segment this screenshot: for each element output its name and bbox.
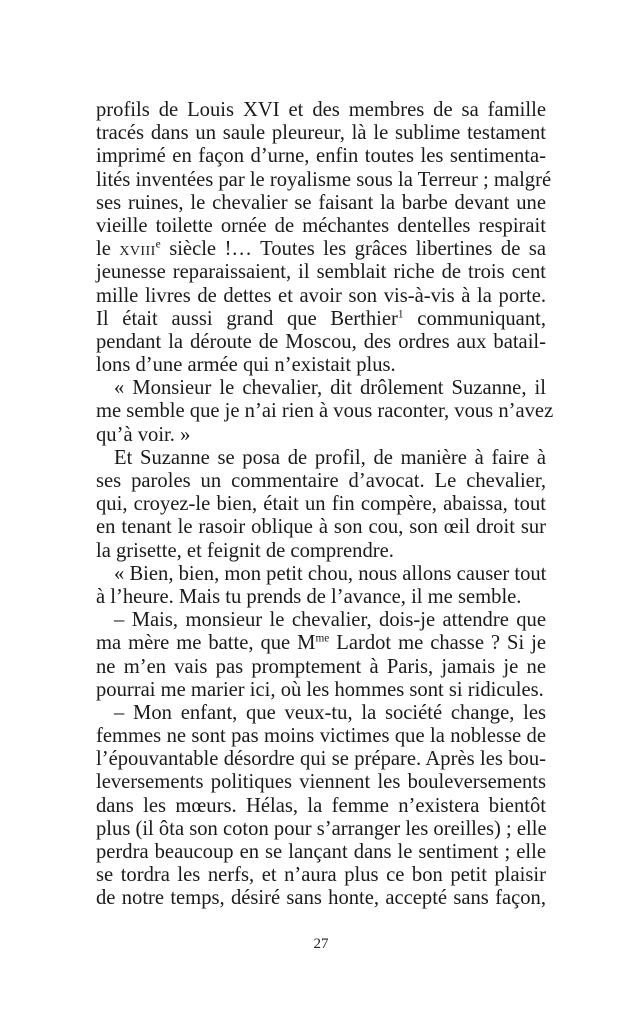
text-fragment: qu’à voir. » [96, 423, 191, 446]
text-fragment: la grisette, et feignit de comprendre. [96, 539, 394, 562]
text-fragment: – Mais, monsieur le chevalier, dois-je attendre que [114, 609, 546, 632]
text-line [96, 493, 546, 516]
text-line [96, 609, 546, 632]
text-line [96, 261, 546, 284]
text-line [96, 331, 546, 354]
text-fragment: profils de Louis XVI et des membres de sa famille [96, 99, 546, 121]
superscript: e [155, 238, 161, 251]
text-line [96, 771, 546, 794]
text-fragment: ses ruines, le chevalier se faisant la barbe devant une [96, 191, 546, 214]
text-line [96, 354, 546, 377]
superscript: me [315, 632, 330, 645]
text-fragment: pourrai me marier ici, où les hommes sont si ridicules. [96, 678, 544, 701]
text-fragment: « Bien, bien, mon petit chou, nous allons causer tout [114, 562, 547, 585]
text-line [96, 192, 546, 215]
text-line [96, 145, 546, 168]
text-fragment: jeunesse reparaissaient, il semblait riche de trois cent [96, 261, 546, 284]
text-fragment: lons d’une armée qui n’existait plus. [96, 354, 396, 377]
text-line [96, 632, 546, 655]
text-fragment: me semble que je n’ai rien à vous raconter, vous n’avez [96, 400, 554, 423]
text-fragment: xviii [119, 238, 156, 261]
text-line [96, 424, 546, 447]
text-fragment: « Monsieur le chevalier, dit drôlement Suzanne, il [114, 377, 546, 400]
text-line [96, 308, 546, 331]
text-fragment: siècle !… Toutes les grâces libertines de sa [160, 238, 546, 261]
text-line [96, 285, 546, 308]
text-line [96, 470, 546, 493]
text-fragment: communiquant, [403, 307, 546, 330]
text-fragment: femmes ne sont pas moins victimes que la noblesse de [96, 725, 546, 748]
text-fragment: ne m’en vais pas promptement à Paris, jamais je ne [96, 655, 546, 678]
text-fragment: lités inventées par le royalisme sous la Terreur ; malgré [96, 168, 552, 191]
text-fragment: vieille toilette ornée de méchantes dentelles respirait [96, 214, 546, 237]
text-line [96, 99, 546, 122]
text-fragment: Et Suzanne se posa de profil, de manière à faire à [114, 446, 546, 469]
text-line [96, 540, 546, 563]
text-line [96, 795, 546, 818]
text-line [96, 679, 546, 702]
text-fragment: perdra beaucoup en se lançant dans le sentiment ; elle [96, 841, 546, 863]
text-fragment: leversements politiques viennent les bouleversements [96, 771, 546, 794]
text-line [96, 887, 546, 910]
text-line [96, 447, 546, 470]
text-fragment: en tenant le rasoir oblique à son cou, son œil droit sur [96, 516, 546, 539]
text-fragment: Il était aussi grand que Berthier [96, 307, 398, 330]
superscript: 1 [397, 308, 404, 321]
text-line [96, 215, 546, 238]
text-line [96, 563, 546, 586]
text-line [96, 516, 546, 539]
text-fragment: de notre temps, désiré sans honte, accepté sans façon, [96, 887, 546, 910]
text-line [96, 656, 546, 679]
text-fragment: le [96, 238, 120, 261]
text-fragment: – Mon enfant, que veux-tu, la société change, les [114, 701, 546, 724]
text-fragment: pendant la déroute de Moscou, des ordres aux batail- [96, 330, 546, 353]
text-fragment: ma mère me batte, que M [96, 632, 316, 655]
text-fragment: se tordra les nerfs, et n’aura plus ce bon petit plaisir [96, 864, 546, 887]
text-line [96, 377, 546, 400]
text-fragment: plus (il ôta son coton pour s’arranger les oreilles) ; elle [96, 817, 547, 840]
text-line [96, 748, 546, 771]
text-line [96, 400, 554, 423]
text-line [96, 818, 546, 841]
text-line [96, 122, 546, 145]
text-line [96, 702, 546, 725]
text-line [96, 586, 546, 609]
text-fragment: ses paroles un commentaire d’avocat. Le chevalier, [96, 470, 546, 492]
text-fragment: l’épouvantable désordre qui se prépare. Après les bou- [96, 748, 546, 771]
text-fragment: mille livres de dettes et avoir son vis-à-vis à la porte. [96, 284, 546, 307]
text-line [96, 841, 546, 864]
text-fragment: à l’heure. Mais tu prends de l’avance, il me semble. [96, 585, 522, 608]
page-number: 27 [313, 936, 329, 952]
text-line [96, 864, 546, 887]
text-line [96, 725, 546, 748]
text-fragment: tracés dans un saule pleureur, là le sublime testament [96, 122, 546, 145]
text-fragment: qui, croyez-le bien, était un fin compère, abaissa, tout [96, 493, 546, 516]
body-text [96, 99, 554, 911]
text-fragment: dans les mœurs. Hélas, la femme n’existera bientôt [96, 794, 546, 817]
text-line [96, 168, 552, 192]
text-fragment: Lardot me chasse ? Si je [329, 632, 546, 655]
text-fragment: imprimé en façon d’urne, enfin toutes les sentimenta- [96, 145, 546, 168]
text-line [96, 238, 546, 261]
